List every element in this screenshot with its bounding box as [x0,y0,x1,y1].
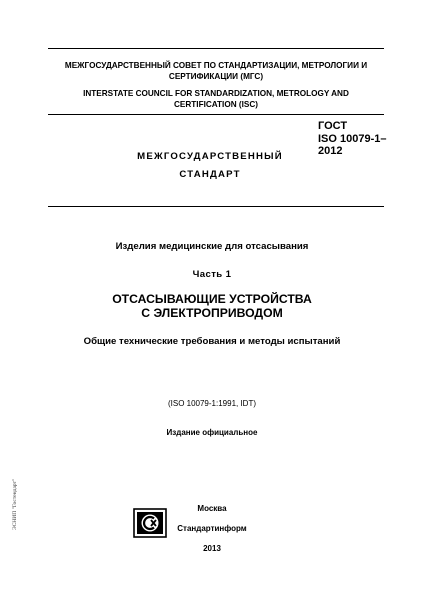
council-ru-line-1: МЕЖГОСУДАРСТВЕННЫЙ СОВЕТ ПО СТАНДАРТИЗАЦИИ, МЕТРОЛОГИИ И [64,61,368,70]
side-note: ЭСНИП "Гостендарт" [12,478,18,530]
main-title [0,292,424,320]
main-title-line-2: С ЭЛЕКТРОПРИВОДОМ [141,306,283,320]
title-part: Часть 1 [192,269,232,280]
title-line-1: Изделия медицинские для отсасывания [115,241,309,252]
imprint-year: 2013 [203,544,221,553]
header-rule [48,114,384,115]
council-ru-line-2: СЕРТИФИКАЦИИ (МГС) [168,71,264,81]
gost-designation [318,120,408,158]
top-rule [48,48,384,49]
gost-line-1: ГОСТ [318,120,348,132]
gost-line-3: 2012 [318,145,343,157]
standard-label-line-2: СТАНДАРТ [179,169,241,180]
imprint-publisher: Стандартинформ [177,524,247,533]
iso-reference: (ISO 10079-1:1991, IDT) [167,399,257,408]
council-en-line-1: INTERSTATE COUNCIL FOR STANDARDIZATION, METROLOGY AND [83,89,349,98]
title-rule [48,206,384,207]
council-name-ru [48,61,384,82]
gost-line-2: ISO 10079-1– [318,132,387,145]
council-name-en [48,89,384,110]
standard-label-line-1: МЕЖГОСУДАРСТВЕННЫЙ [137,151,283,162]
main-title-line-1: ОТСАСЫВАЮЩИЕ УСТРОЙСТВА [112,292,312,306]
council-en-line-2: CERTIFICATION (ISC) [174,99,258,109]
imprint-city: Москва [197,504,227,513]
subtitle: Общие технические требования и методы испытаний [83,336,341,347]
official-edition: Издание официальное [166,428,258,437]
